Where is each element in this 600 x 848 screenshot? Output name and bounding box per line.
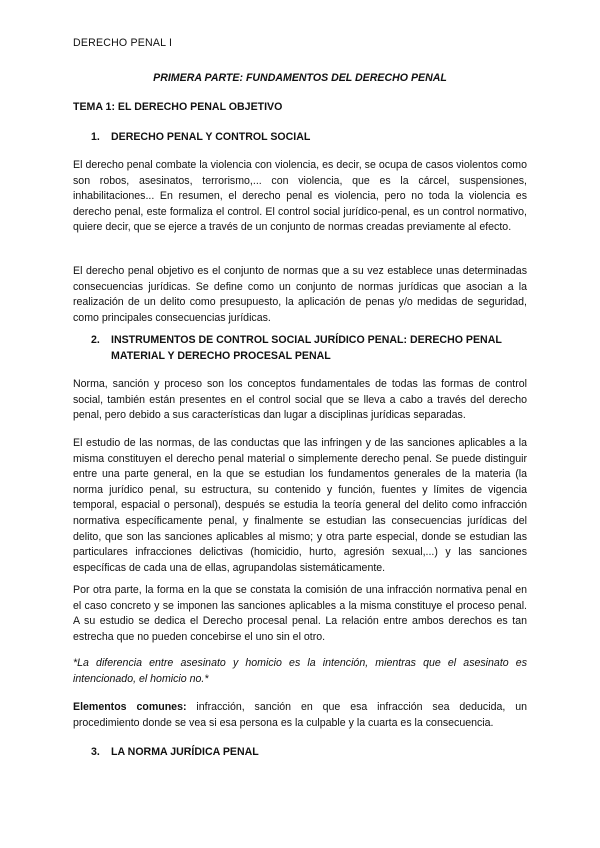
section-title: LA NORMA JURÍDICA PENAL [111,746,259,758]
section-heading-3 [91,745,531,761]
section-number: 3. [91,746,100,758]
tema-title: TEMA 1: EL DERECHO PENAL OBJETIVO [73,101,283,113]
paragraph-elementos-comunes [73,700,527,731]
paragraph-derecho-objetivo: El derecho penal objetivo es el conjunto de normas que a su vez establece unas determinadas consecuencias jurídicas. Se define como un conjunto de normas jurídicas que asocian a la realización de un delito como presupuesto, la aplicación de penas y/o medidas de seguridad, como principales consecuencias jurídicas. [73,265,527,324]
running-header: DERECHO PENAL I [73,37,173,49]
section-number: 2. [91,334,100,346]
quote-asesinato-homicidio: *La diferencia entre asesinato y homicio es la intención, mientras que el asesinato es intencionado, el homicio no.* [73,657,527,685]
paragraph-violencia: El derecho penal combate la violencia con violencia, es decir, se ocupa de casos violentos como son robos, asesinatos, terrorismo,... con violencia, que es la cárcel, suspensiones, inhabilitaciones... En resumen, el derecho penal es violencia, pero no toda la violencia es derecho penal, este formaliza el control. El control social jurídico-penal, es un control normativo, quiere decir, que se ejerce a través de un conjunto de normas creadas previamente al efecto. [73,159,527,234]
paragraph-proceso-penal: Por otra parte, la forma en la que se constata la comisión de una infracción normativa penal en el caso concreto y se imponen las sanciones aplicables a la misma constituye el proceso penal. A su estudio se dedica el Derecho procesal penal. La relación entre ambos derechos es tan estrecha que no pueden concebirse el uno sin el otro. [73,584,527,643]
elements-label: Elementos comunes: [73,701,187,713]
section-heading-2 [91,333,531,364]
section-number: 1. [91,131,100,143]
paragraph-estudio-normas: El estudio de las normas, de las conductas que las infringen y de las sanciones aplicables a la misma constituyen el derecho penal material o simplemente derecho penal. Se puede distinguir entre una parte general, en la que se estudian los fundamentos generales de la materia (la norma jurídico penal, su estructura, su contenido y función, fuentes y límites de vigencia temporal, espacial o personal), después se estudia la teoría general del delito como infracción normativa específicamente penal, y finalmente se estudian las consecuencias jurídicas del delito, que son las sanciones aplicables al mismo; y otra parte especial, donde se estudian las particulares infracciones delictivas (homicidio, hurto, agresión sexual,...) y las sanciones específicas de cada una de ellas, agrupandolas sistemáticamente. [73,437,527,574]
elements-text: infracción, sanción en que esa infracción sea deducida, un procedimiento donde se vea si esa persona es la culpable y la cuarta es la consecuencia. [73,701,527,729]
section-heading-1 [91,130,531,146]
section-title: INSTRUMENTOS DE CONTROL SOCIAL JURÍDICO PENAL: DERECHO PENAL MATERIAL Y DERECHO PROCESAL PENAL [111,334,502,362]
section-title: DERECHO PENAL Y CONTROL SOCIAL [111,131,311,143]
paragraph-norma-sancion: Norma, sanción y proceso son los conceptos fundamentales de todas las formas de control social, también están presentes en el control social que se lleva a cabo a través del derecho penal, pero debido a sus características dan lugar a disciplinas jurídicas separadas. [73,378,527,422]
part-title: PRIMERA PARTE: FUNDAMENTOS DEL DERECHO PENAL [153,72,447,84]
